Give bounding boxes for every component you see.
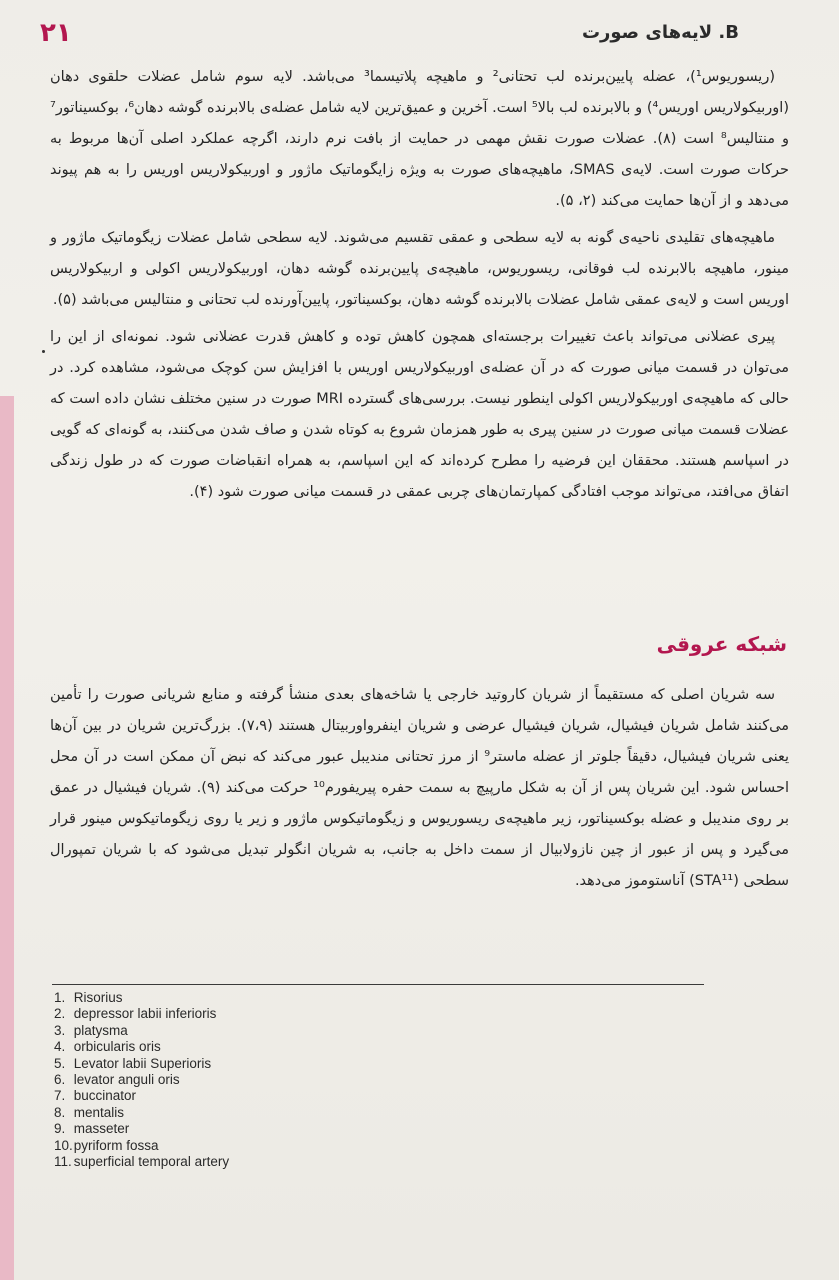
footnote-item [54,1138,229,1154]
page-header [40,18,739,52]
footnote-item [54,1023,229,1039]
footnote-number: 10. [54,1137,73,1153]
paragraph-vascular: سه شریان اصلی که مستقیماً از شریان کاروتید خارجی یا شاخه‌های بعدی منشأ گرفته و منابع شریانی صورت را تأمین می‌کنند شامل شریان فیشیال، شریان فیشیال عرضی و شریان اینفرواوربیتال هستند (۷،۹). بزرگ‌ترین شریان در بین آن‌ها یعنی شریان فیشیال، دقیقاً جلوتر از عضله ماستر⁹ از مرز تحتانی مندیبل عبور می‌کند که نبض آن ممکن است در آن محل احساس شود. این شریان پس از آن به شکل مارپیچ به سمت حفره پیریفورم¹⁰ حرکت می‌کند (۹). شریان فیشیال در عمق بر روی مندیبل و عضله بوکسیناتور، زیر ماهیچه‌ی ریسوریوس و زیگوماتیکوس ماژور و زیر یا روی زیگوماتیکوس مینور قرار می‌گیرد و پس از عبور از چین نازولابیال از سمت داخل به جانب، به شریان انگولر تبدیل می‌شود که با شریان تمپورال سطحی (STA¹¹) آناستوموز می‌دهد. [50,687,790,889]
section-heading-vascular: شبکه عروقی [656,632,787,656]
footnote-text: levator anguli oris [73,1072,180,1088]
footnote-text: mentalis [73,1104,125,1120]
footnote-text: pyriform fossa [73,1137,159,1153]
footnote-item [54,1056,229,1072]
footnote-divider [52,984,704,985]
footnote-number: 2. [54,1006,66,1022]
body-text-top [50,62,789,514]
footnote-text: Levator labii Superioris [73,1055,212,1071]
footnote-number: 7. [54,1088,66,1104]
paragraph-muscle-aging: پیری عضلانی می‌تواند باعث تغییرات برجسته‌ای همچون کاهش توده و کاهش قدرت عضلانی شود. نمونه‌ای از این را می‌توان در قسمت میانی صورت که در آن عضله‌ی اوربیکولاریس اوریس با افزایش سن کوچک می‌شود، مشاهده کرد. در حالی که ماهیچه‌ی اوربیکولاریس اکولی اینطور نیست. بررسی‌های گسترده MRI صورت در سنین مختلف نشان داده است که عضلات قسمت میانی صورت در سنین پیری به طور همزمان شروع به کوتاه شدن و صاف شدن می‌کنند، به گونه‌ای که گویی در اسپاسم هستند. محققان این فرضیه را مطرح کرده‌اند که این اسپاسم، به همراه انقباضات صورت که در طول زندگی اتفاق می‌افتد، می‌تواند موجب افتادگی کمپارتمان‌های چربی عمقی در قسمت میانی صورت شود (۴). [50,329,789,500]
footnote-number: 9. [54,1121,66,1137]
footnote-item [54,1105,229,1121]
footnote-text: depressor labii inferioris [73,1006,217,1022]
footnote-item [54,990,229,1006]
chapter-title: B. لایه‌های صورت [581,22,739,43]
footnote-text: platysma [73,1022,128,1038]
chapter-edge-tab [0,396,14,1280]
footnotes-list [54,990,229,1170]
footnote-text: orbicularis oris [73,1039,161,1055]
footnote-text: superficial temporal artery [73,1154,230,1170]
footnote-item [54,1154,229,1170]
footnote-item [54,1088,229,1104]
paragraph-muscle-layers: (ریسوریوس¹)، عضله پایین‌برنده لب تحتانی² و ماهیچه پلاتیسما³ می‌باشد. لایه سوم شامل عضلات حلقوی دهان (اوربیکولاریس اوریس⁴) و بالابرنده لب بالا⁵ است. آخرین و عمیق‌ترین لایه شامل عضله‌ی بالابرنده گوشه دهان⁶، بوکسیناتور⁷ و منتالیس⁸ است (۸). عضلات صورت نقش مهمی در حمایت از بافت نرم دارند، اگرچه عملکرد اصلی آن‌ها مربوط به حرکات صورت است. لایه‌ی SMAS، ماهیچه‌های صورت به ویژه زایگوماتیک ماژور و اوربیکولاریس اوریس را به هم پیوند می‌دهد و از آن‌ها حمایت می‌کند (۲، ۵). [50,69,790,209]
footnote-item [54,1121,229,1137]
footnote-number: 8. [54,1104,66,1120]
footnote-item [54,1006,229,1022]
footnote-number: 11. [54,1154,72,1170]
footnote-text: buccinator [73,1088,137,1104]
margin-dot [42,350,45,353]
paragraph-cheek-muscles: ماهیچه‌های تقلیدی ناحیه‌ی گونه به لایه سطحی و عمقی تقسیم می‌شوند. لایه سطحی شامل عضلات زیگوماتیک ماژور و مینور، ماهیچه بالابرنده لب فوقانی، ریسوریوس، ماهیچه‌ی پایین‌برنده گوشه دهان، اوربیکولاریس اکولی و اربیکولاریس اوریس است و لایه‌ی عمقی شامل عضلات بالابرنده گوشه دهان، بوکسیناتور، پایین‌آورنده لب تحتانی و منتالیس می‌باشد (۵). [50,230,789,308]
body-text-vascular [50,680,789,903]
footnote-number: 1. [54,990,66,1005]
footnote-number: 4. [54,1039,66,1055]
footnote-item [54,1072,229,1088]
footnote-item [54,1039,229,1055]
footnote-number: 6. [54,1072,66,1088]
footnote-number: 3. [54,1022,66,1038]
footnote-text: masseter [73,1121,130,1137]
footnote-number: 5. [54,1055,66,1071]
page-number: ۲۱ [40,18,72,48]
footnote-text: Risorius [73,990,123,1005]
